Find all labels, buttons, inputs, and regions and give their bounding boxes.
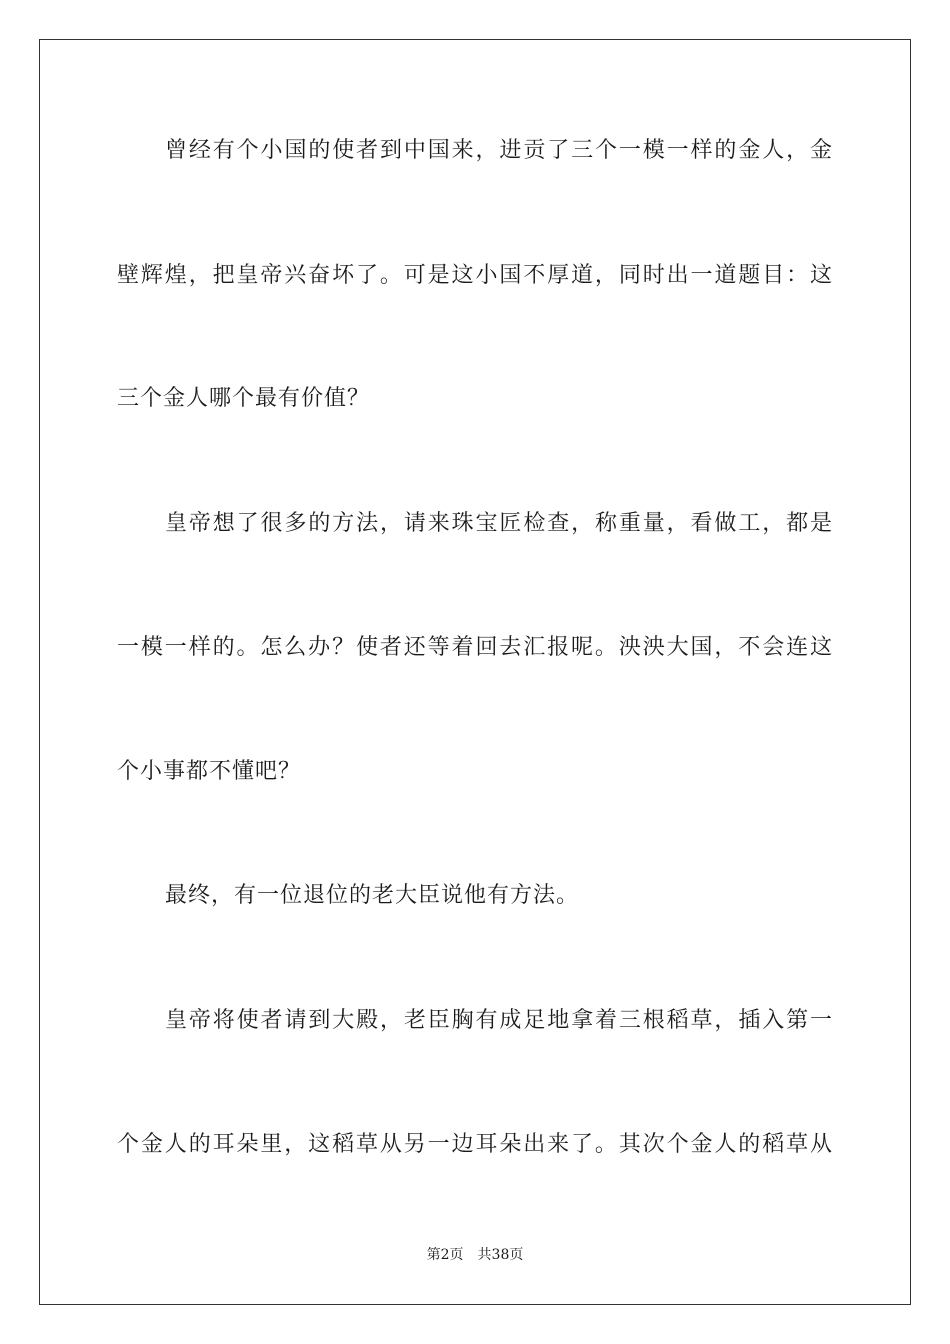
paragraph-line: 个小事都不懂吧？ <box>117 759 302 784</box>
paragraph-line: 三个金人哪个最有价值？ <box>117 386 371 411</box>
paragraph-line: 皇帝想了很多的方法，请来珠宝匠检查，称重量，看做工，都是 <box>165 511 833 536</box>
paragraph-line: 最终，有一位退位的老大臣说他有方法。 <box>165 883 580 908</box>
page-number-footer: 第2页 共38页 <box>426 1247 524 1263</box>
page-border <box>39 39 911 1305</box>
paragraph-line: 曾经有个小国的使者到中国来，进贡了三个一模一样的金人，金 <box>165 138 833 163</box>
paragraph-line: 壁辉煌，把皇帝兴奋坏了。可是这小国不厚道，同时出一道题目：这 <box>117 263 833 288</box>
paragraph-line: 个金人的耳朵里，这稻草从另一边耳朵出来了。其次个金人的稻草从 <box>117 1132 833 1157</box>
paragraph-line: 一模一样的。怎么办？使者还等着回去汇报呢。泱泱大国，不会连这 <box>117 635 833 660</box>
paragraph-line: 皇帝将使者请到大殿，老臣胸有成足地拿着三根稻草，插入第一 <box>165 1008 833 1033</box>
